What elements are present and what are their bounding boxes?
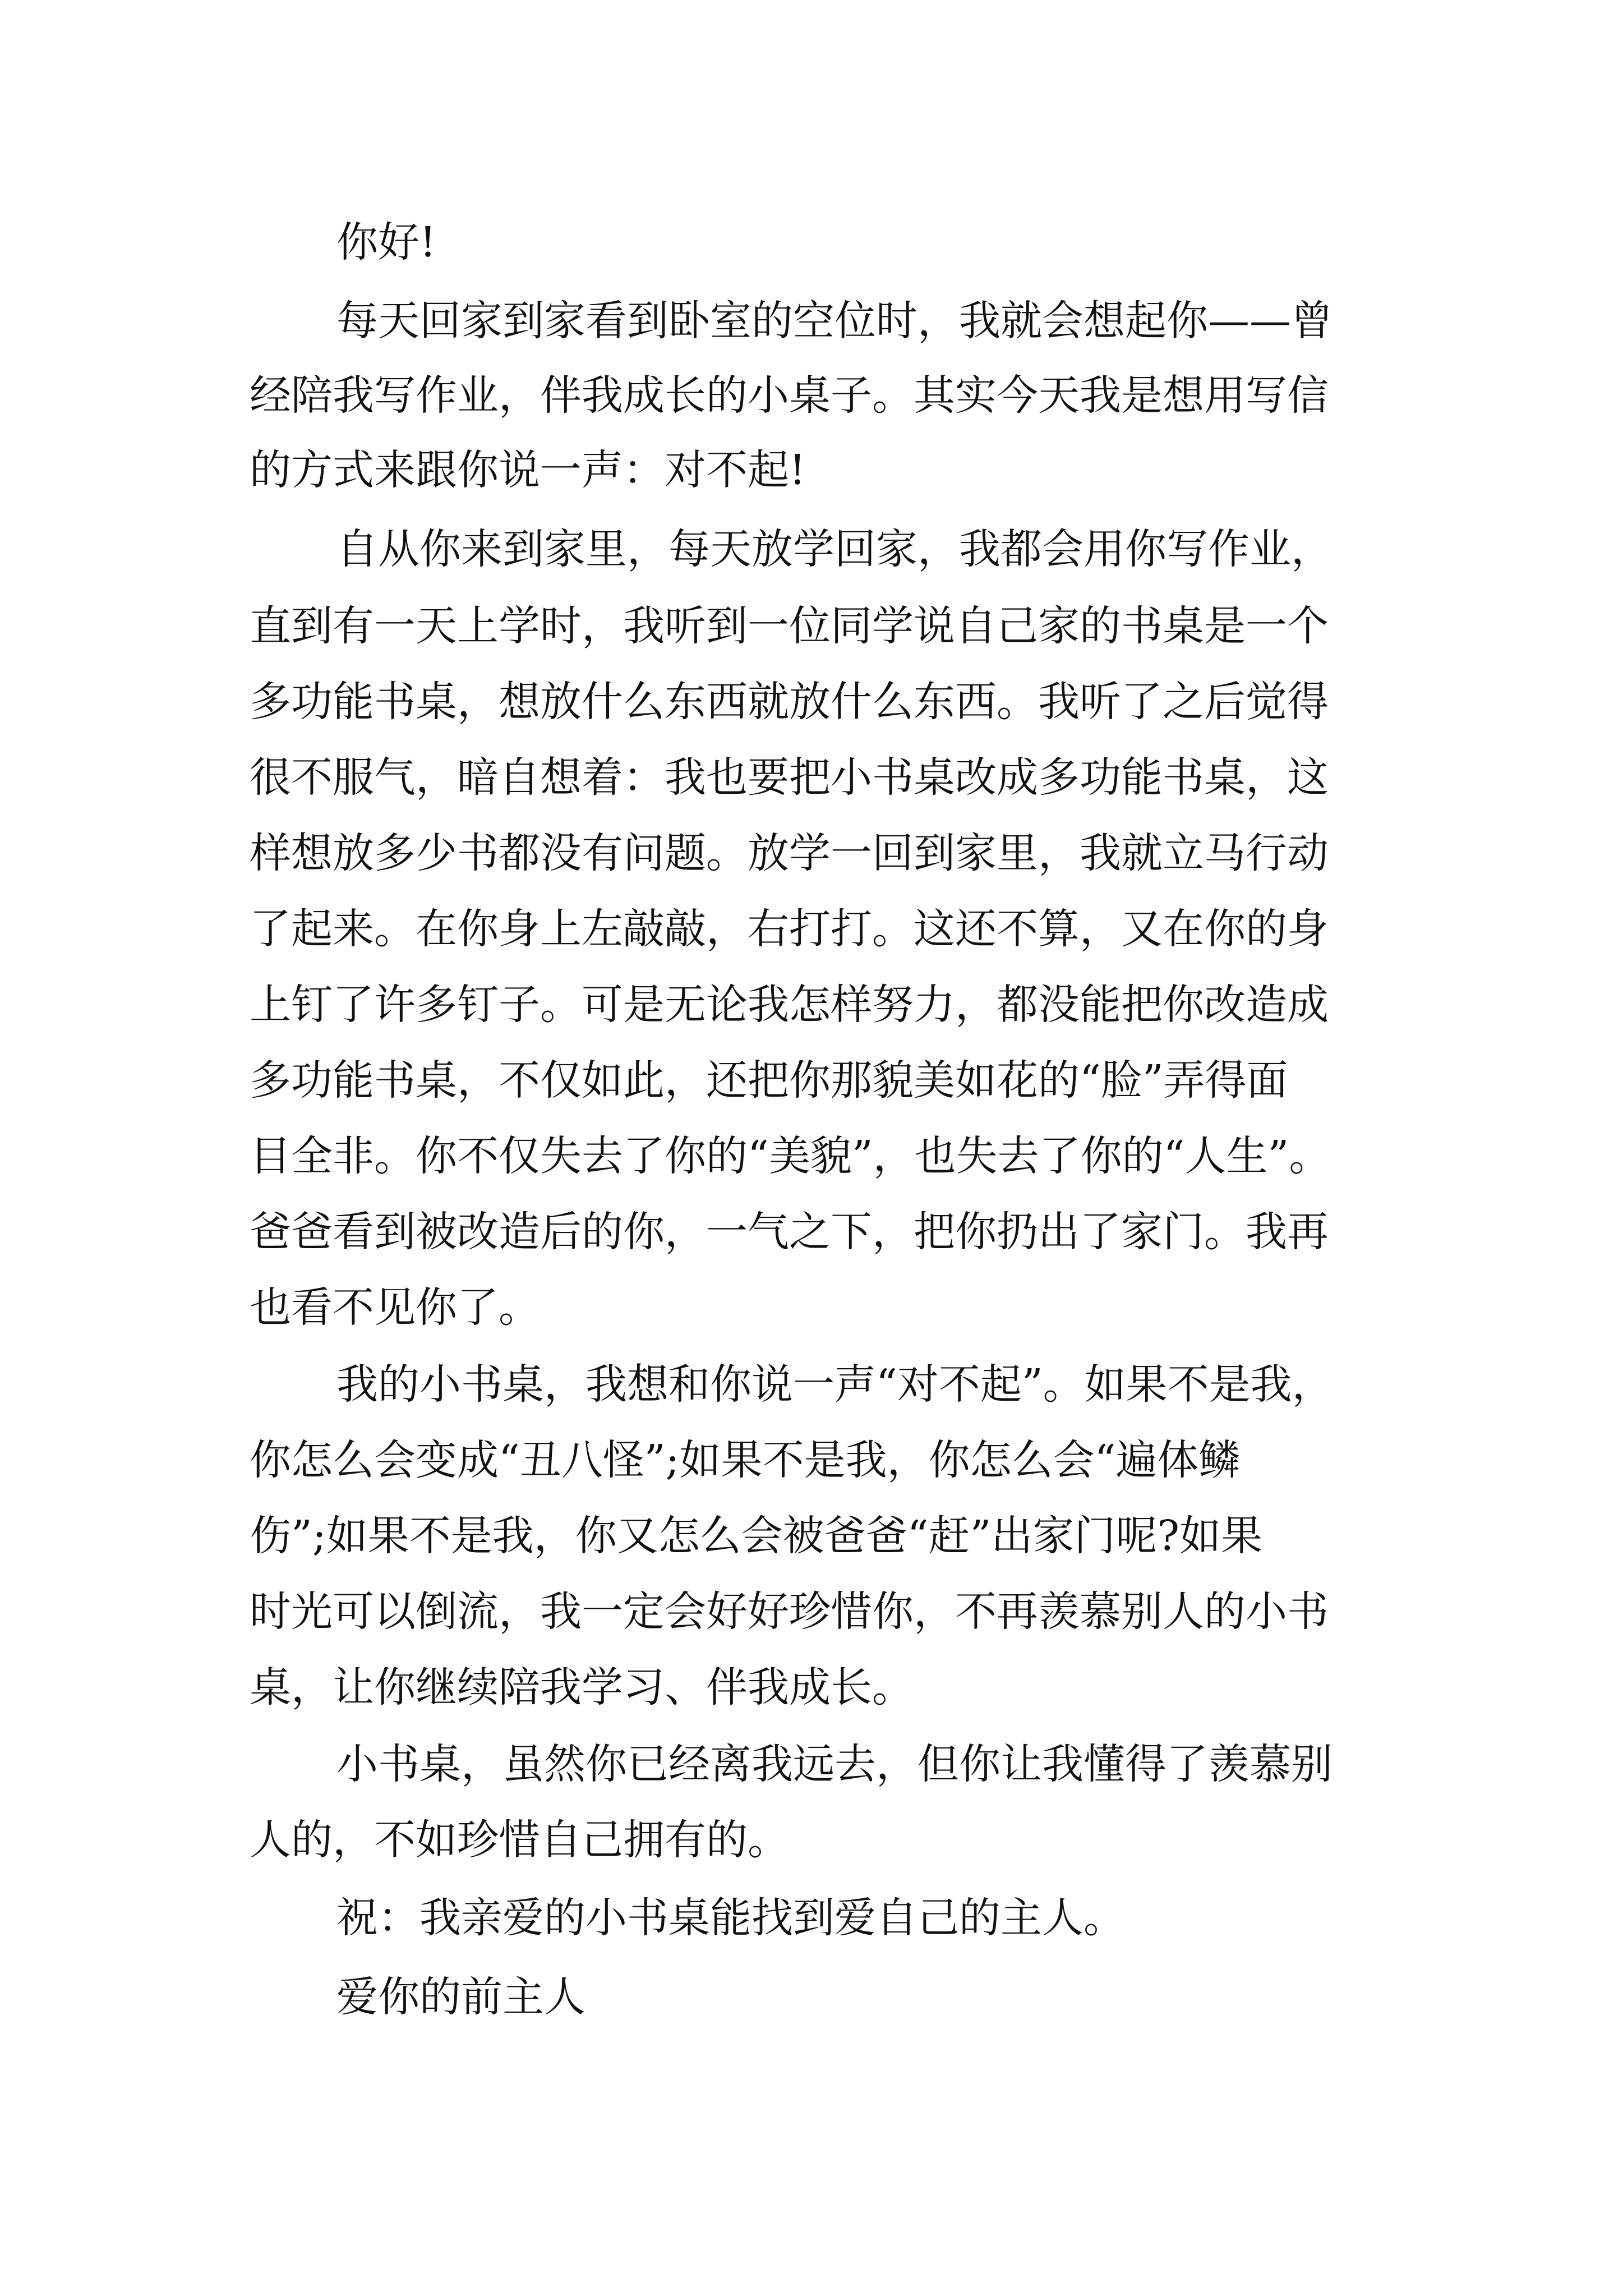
paragraph-4-line-2: 人的，不如珍惜自己拥有的。 xyxy=(250,1816,789,1864)
paragraph-2-line-6: 了起来。在你身上左敲敲，右打打。这还不算，又在你的身 xyxy=(250,905,1329,953)
paragraph-2-line-1: 自从你来到家里，每天放学回家，我都会用你写作业， xyxy=(336,525,1332,573)
paragraph-2-line-10: 爸爸看到被改造后的你，一气之下，把你扔出了家门。我再 xyxy=(250,1208,1329,1256)
paragraph-1-line-3: 的方式来跟你说一声：对不起! xyxy=(250,446,806,494)
paragraph-2-line-3: 多功能书桌，想放什么东西就放什么东西。我听了之后觉得 xyxy=(250,678,1329,726)
paragraph-1-line-2: 经陪我写作业，伴我成长的小桌子。其实今天我是想用写信 xyxy=(250,371,1329,420)
paragraph-3-line-3: 伤”;如果不是我，你又怎么会被爸爸“赶”出家门呢?如果 xyxy=(250,1512,1263,1560)
paragraph-4-line-1: 小书桌，虽然你已经离我远去，但你让我懂得了羡慕别 xyxy=(336,1740,1332,1788)
paragraph-2-line-4: 很不服气，暗自想着：我也要把小书桌改成多功能书桌，这 xyxy=(250,753,1329,802)
paragraph-2-line-9: 目全非。你不仅失去了你的“美貌”，也失去了你的“人生”。 xyxy=(250,1132,1331,1180)
paragraph-2-line-11: 也看不见你了。 xyxy=(250,1283,540,1332)
greeting: 你好! xyxy=(336,218,436,266)
paragraph-3-line-4: 时光可以倒流，我一定会好好珍惜你，不再羡慕别人的小书 xyxy=(250,1588,1329,1636)
wish-line: 祝：我亲爱的小书桌能找到爱自己的主人。 xyxy=(336,1894,1125,1942)
paragraph-2-line-7: 上钉了许多钉子。可是无论我怎样努力，都没能把你改造成 xyxy=(250,981,1329,1029)
paragraph-2-line-5: 样想放多少书都没有问题。放学一回到家里，我就立马行动 xyxy=(250,829,1329,877)
paragraph-3-line-1: 我的小书桌，我想和你说一声“对不起”。如果不是我， xyxy=(336,1360,1334,1409)
signature: 爱你的前主人 xyxy=(336,1973,585,2021)
paragraph-3-line-5: 桌，让你继续陪我学习、伴我成长。 xyxy=(250,1663,914,1711)
paragraph-1-line-1: 每天回家到家看到卧室的空位时，我就会想起你——曾 xyxy=(336,297,1332,345)
paragraph-2-line-8: 多功能书桌，不仅如此，还把你那貌美如花的“脸”弄得面 xyxy=(250,1056,1288,1105)
paragraph-3-line-2: 你怎么会变成“丑八怪”;如果不是我，你怎么会“遍体鳞 xyxy=(250,1436,1241,1484)
paragraph-2-line-2: 直到有一天上学时，我听到一位同学说自己家的书桌是一个 xyxy=(250,602,1329,650)
